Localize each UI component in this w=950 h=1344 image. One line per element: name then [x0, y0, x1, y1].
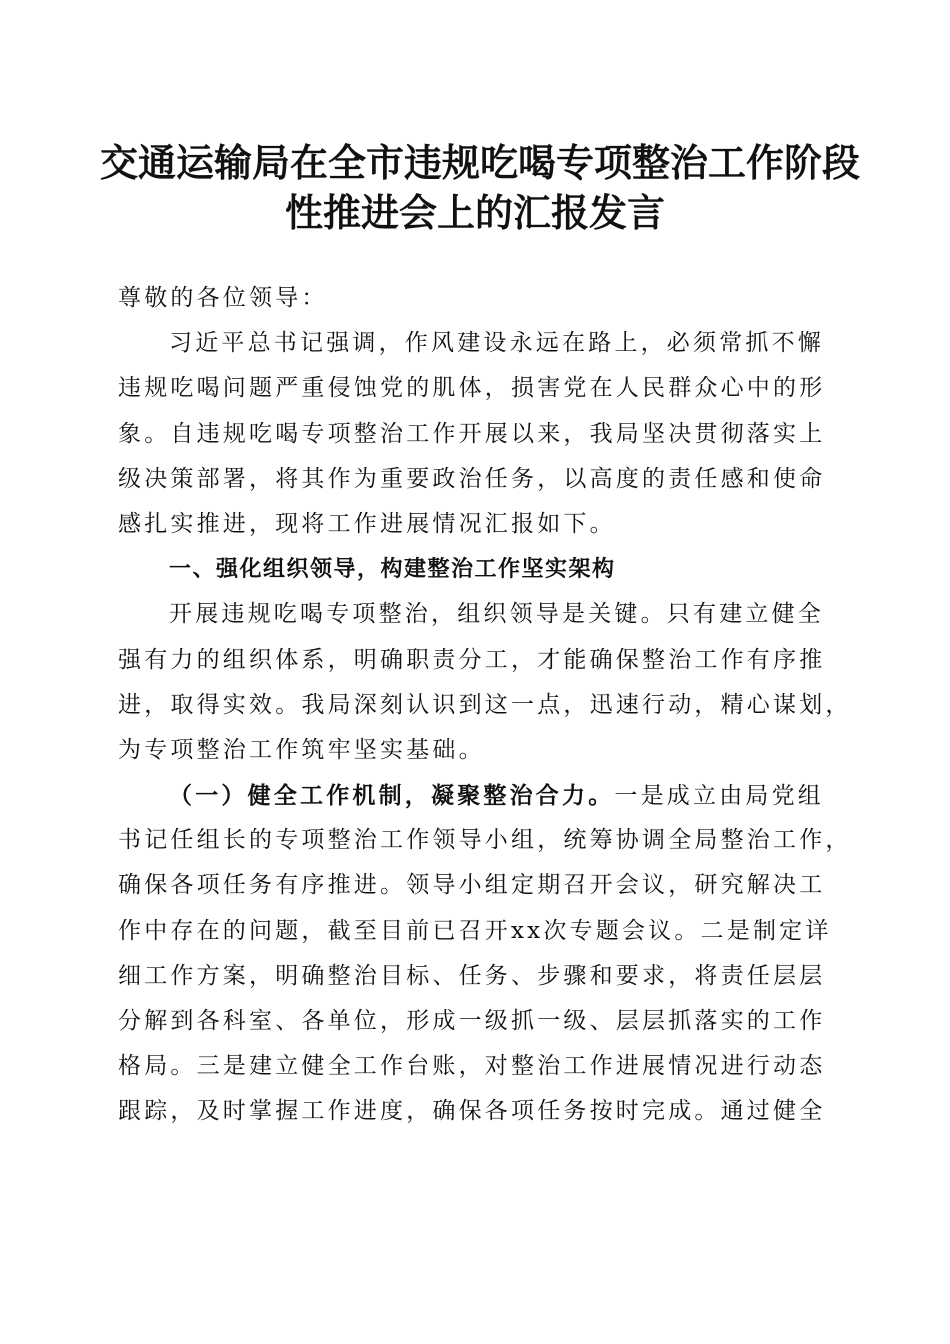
- paragraph-line: 开展违规吃喝专项整治，组织领导是关键。只有建立健全: [169, 601, 824, 628]
- paragraph-line: 书记任组长的专项整治工作领导小组，统筹协调全局整治工作，: [118, 827, 852, 854]
- paragraph-line: 跟踪，及时掌握工作进度，确保各项任务按时完成。通过健全: [118, 1098, 826, 1125]
- paragraph-line: 习近平总书记强调，作风建设永远在路上，必须常抓不懈: [169, 330, 824, 357]
- section-heading-text: 一、强化组织领导，构建整治工作坚实架构: [169, 557, 616, 583]
- paragraph-line: 违规吃喝问题严重侵蚀党的肌体，损害党在人民群众心中的形: [118, 375, 826, 402]
- paragraph-line: 强有力的组织体系，明确职责分工，才能确保整治工作有序推: [118, 646, 826, 673]
- title-line-2: 性推进会上的汇报发言: [284, 190, 665, 235]
- paragraph-line: 细工作方案，明确整治目标、任务、步骤和要求，将责任层层: [118, 962, 826, 989]
- paragraph-subsection-1: [118, 773, 852, 1135]
- salutation: [118, 276, 833, 321]
- paragraph-line: 作中存在的问题，截至目前已召开xx次专题会议。二是制定详: [118, 917, 832, 944]
- paragraph-line: 象。自违规吃喝专项整治工作开展以来，我局坚决贯彻落实上: [118, 420, 826, 447]
- paragraph-line: 格局。三是建立健全工作台账，对整治工作进展情况进行动态: [118, 1053, 826, 1080]
- salutation-text: 尊敬的各位领导：: [118, 285, 328, 311]
- paragraph-section-1: [118, 592, 852, 773]
- section-heading-1: [118, 547, 833, 592]
- subsection-lead: （一）健全工作机制，凝聚整治合力。: [169, 782, 615, 810]
- paragraph-line: 进，取得实效。我局深刻认识到这一点，迅速行动，精心谋划，: [118, 691, 852, 718]
- paragraph-line: 确保各项任务有序推进。领导小组定期召开会议，研究解决工: [118, 872, 826, 899]
- title-line-1: 交通运输局在全市违规吃喝专项整治工作阶段: [100, 140, 861, 185]
- paragraph-line: 分解到各科室、各单位，形成一级抓一级、层层抓落实的工作: [118, 1008, 826, 1034]
- paragraph-line: 为专项整治工作筑牢坚实基础。: [118, 736, 485, 763]
- paragraph-line: 级决策部署，将其作为重要政治任务，以高度的责任感和使命: [118, 465, 826, 492]
- paragraph-line: [118, 773, 833, 818]
- paragraph-line-rest: 一是成立由局党组: [614, 783, 825, 810]
- document-body: [118, 276, 852, 1135]
- paragraph-intro: [118, 321, 833, 547]
- document-title: [100, 138, 861, 238]
- paragraph-line: 感扎实推进，现将工作进展情况汇报如下。: [118, 510, 616, 537]
